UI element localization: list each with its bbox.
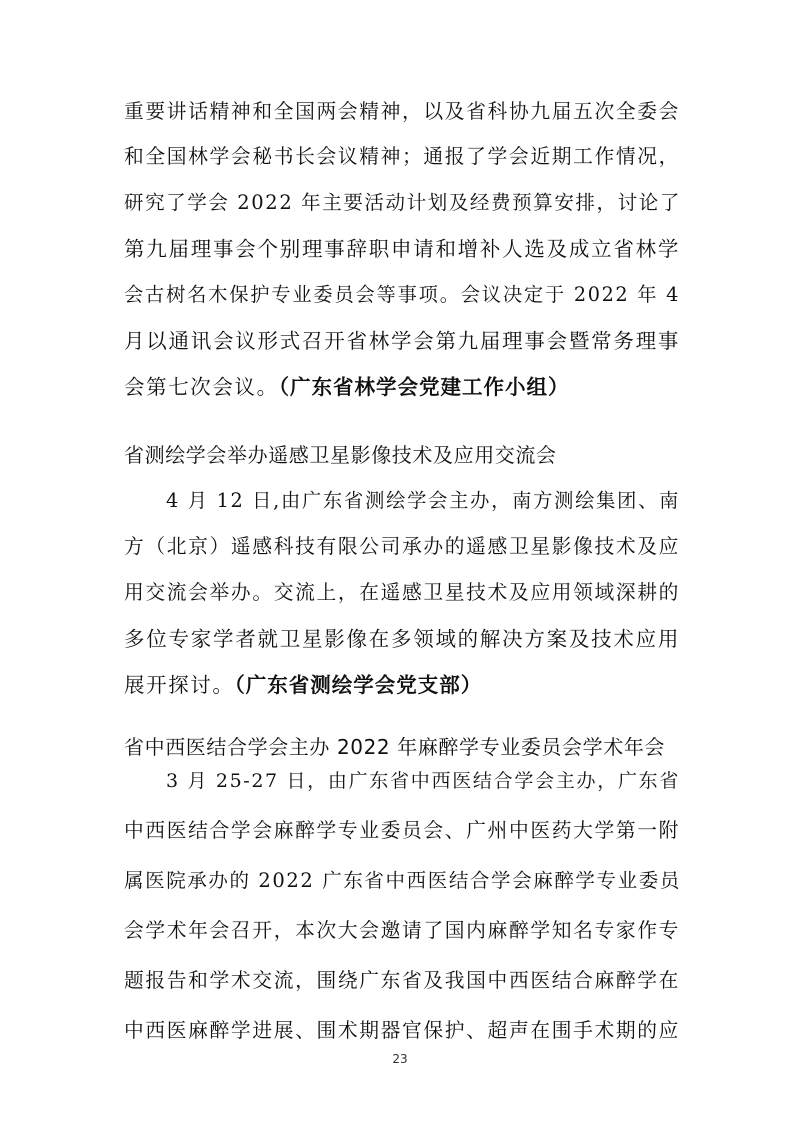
paragraph-line: 多位专家学者就卫星影像在多领域的解决方案及技术应用 bbox=[124, 627, 680, 651]
paragraph-line: 题报告和学术交流，围绕广东省及我国中西医结合麻醉学在 bbox=[124, 969, 680, 992]
paragraph-line: 用交流会举办。交流上，在遥感卫星技术及应用领域深耕的 bbox=[124, 581, 680, 604]
source-attribution: （广东省测绘学会党支部） bbox=[234, 673, 483, 697]
paragraph-text: 会第七次会议。 bbox=[124, 375, 279, 399]
paragraph-line: 会学术年会召开，本次大会邀请了国内麻醉学知名专家作专 bbox=[124, 919, 680, 942]
paragraph-line: 第九届理事会个别理事辞职申请和增补人选及成立省林学 bbox=[124, 237, 680, 261]
paragraph-last-line bbox=[124, 372, 680, 402]
source-attribution: （广东省林学会党建工作小组） bbox=[278, 375, 570, 399]
paragraph-line: 方（北京）遥感科技有限公司承办的遥感卫星影像技术及应 bbox=[124, 535, 680, 558]
article-heading: 省测绘学会举办遥感卫星影像技术及应用交流会 bbox=[124, 443, 557, 467]
paragraph-line: 和全国林学会秘书长会议精神；通报了学会近期工作情况， bbox=[124, 145, 680, 168]
paragraph-last-line bbox=[124, 670, 680, 700]
page-number: 23 bbox=[392, 1052, 408, 1066]
paragraph-line: 中西医结合学会麻醉学专业委员会、广州中医药大学第一附 bbox=[124, 819, 680, 842]
paragraph-line: 研究了学会 2022 年主要活动计划及经费预算安排，讨论了 bbox=[124, 191, 681, 214]
paragraph-line: 会古树名木保护专业委员会等事项。会议决定于 2022 年 4 bbox=[124, 283, 680, 306]
paragraph-line: 月以通讯会议形式召开省林学会第九届理事会暨常务理事 bbox=[124, 329, 680, 353]
paragraph-line: 4 月 12 日,由广东省测绘学会主办，南方测绘集团、南 bbox=[166, 489, 680, 512]
paragraph-line: 重要讲话精神和全国两会精神，以及省科协九届五次全委会 bbox=[124, 100, 680, 123]
article-heading: 省中西医结合学会主办 2022 年麻醉学专业委员会学术年会 bbox=[124, 735, 666, 759]
paragraph-line: 3 月 25-27 日，由广东省中西医结合学会主办，广东省 bbox=[166, 770, 680, 792]
paragraph-line: 中西医麻醉学进展、围术期器官保护、超声在围手术期的应 bbox=[124, 1019, 680, 1042]
paragraph-text: 展开探讨。 bbox=[124, 673, 235, 697]
paragraph-line: 属医院承办的 2022 广东省中西医结合学会麻醉学专业委员 bbox=[124, 869, 681, 892]
